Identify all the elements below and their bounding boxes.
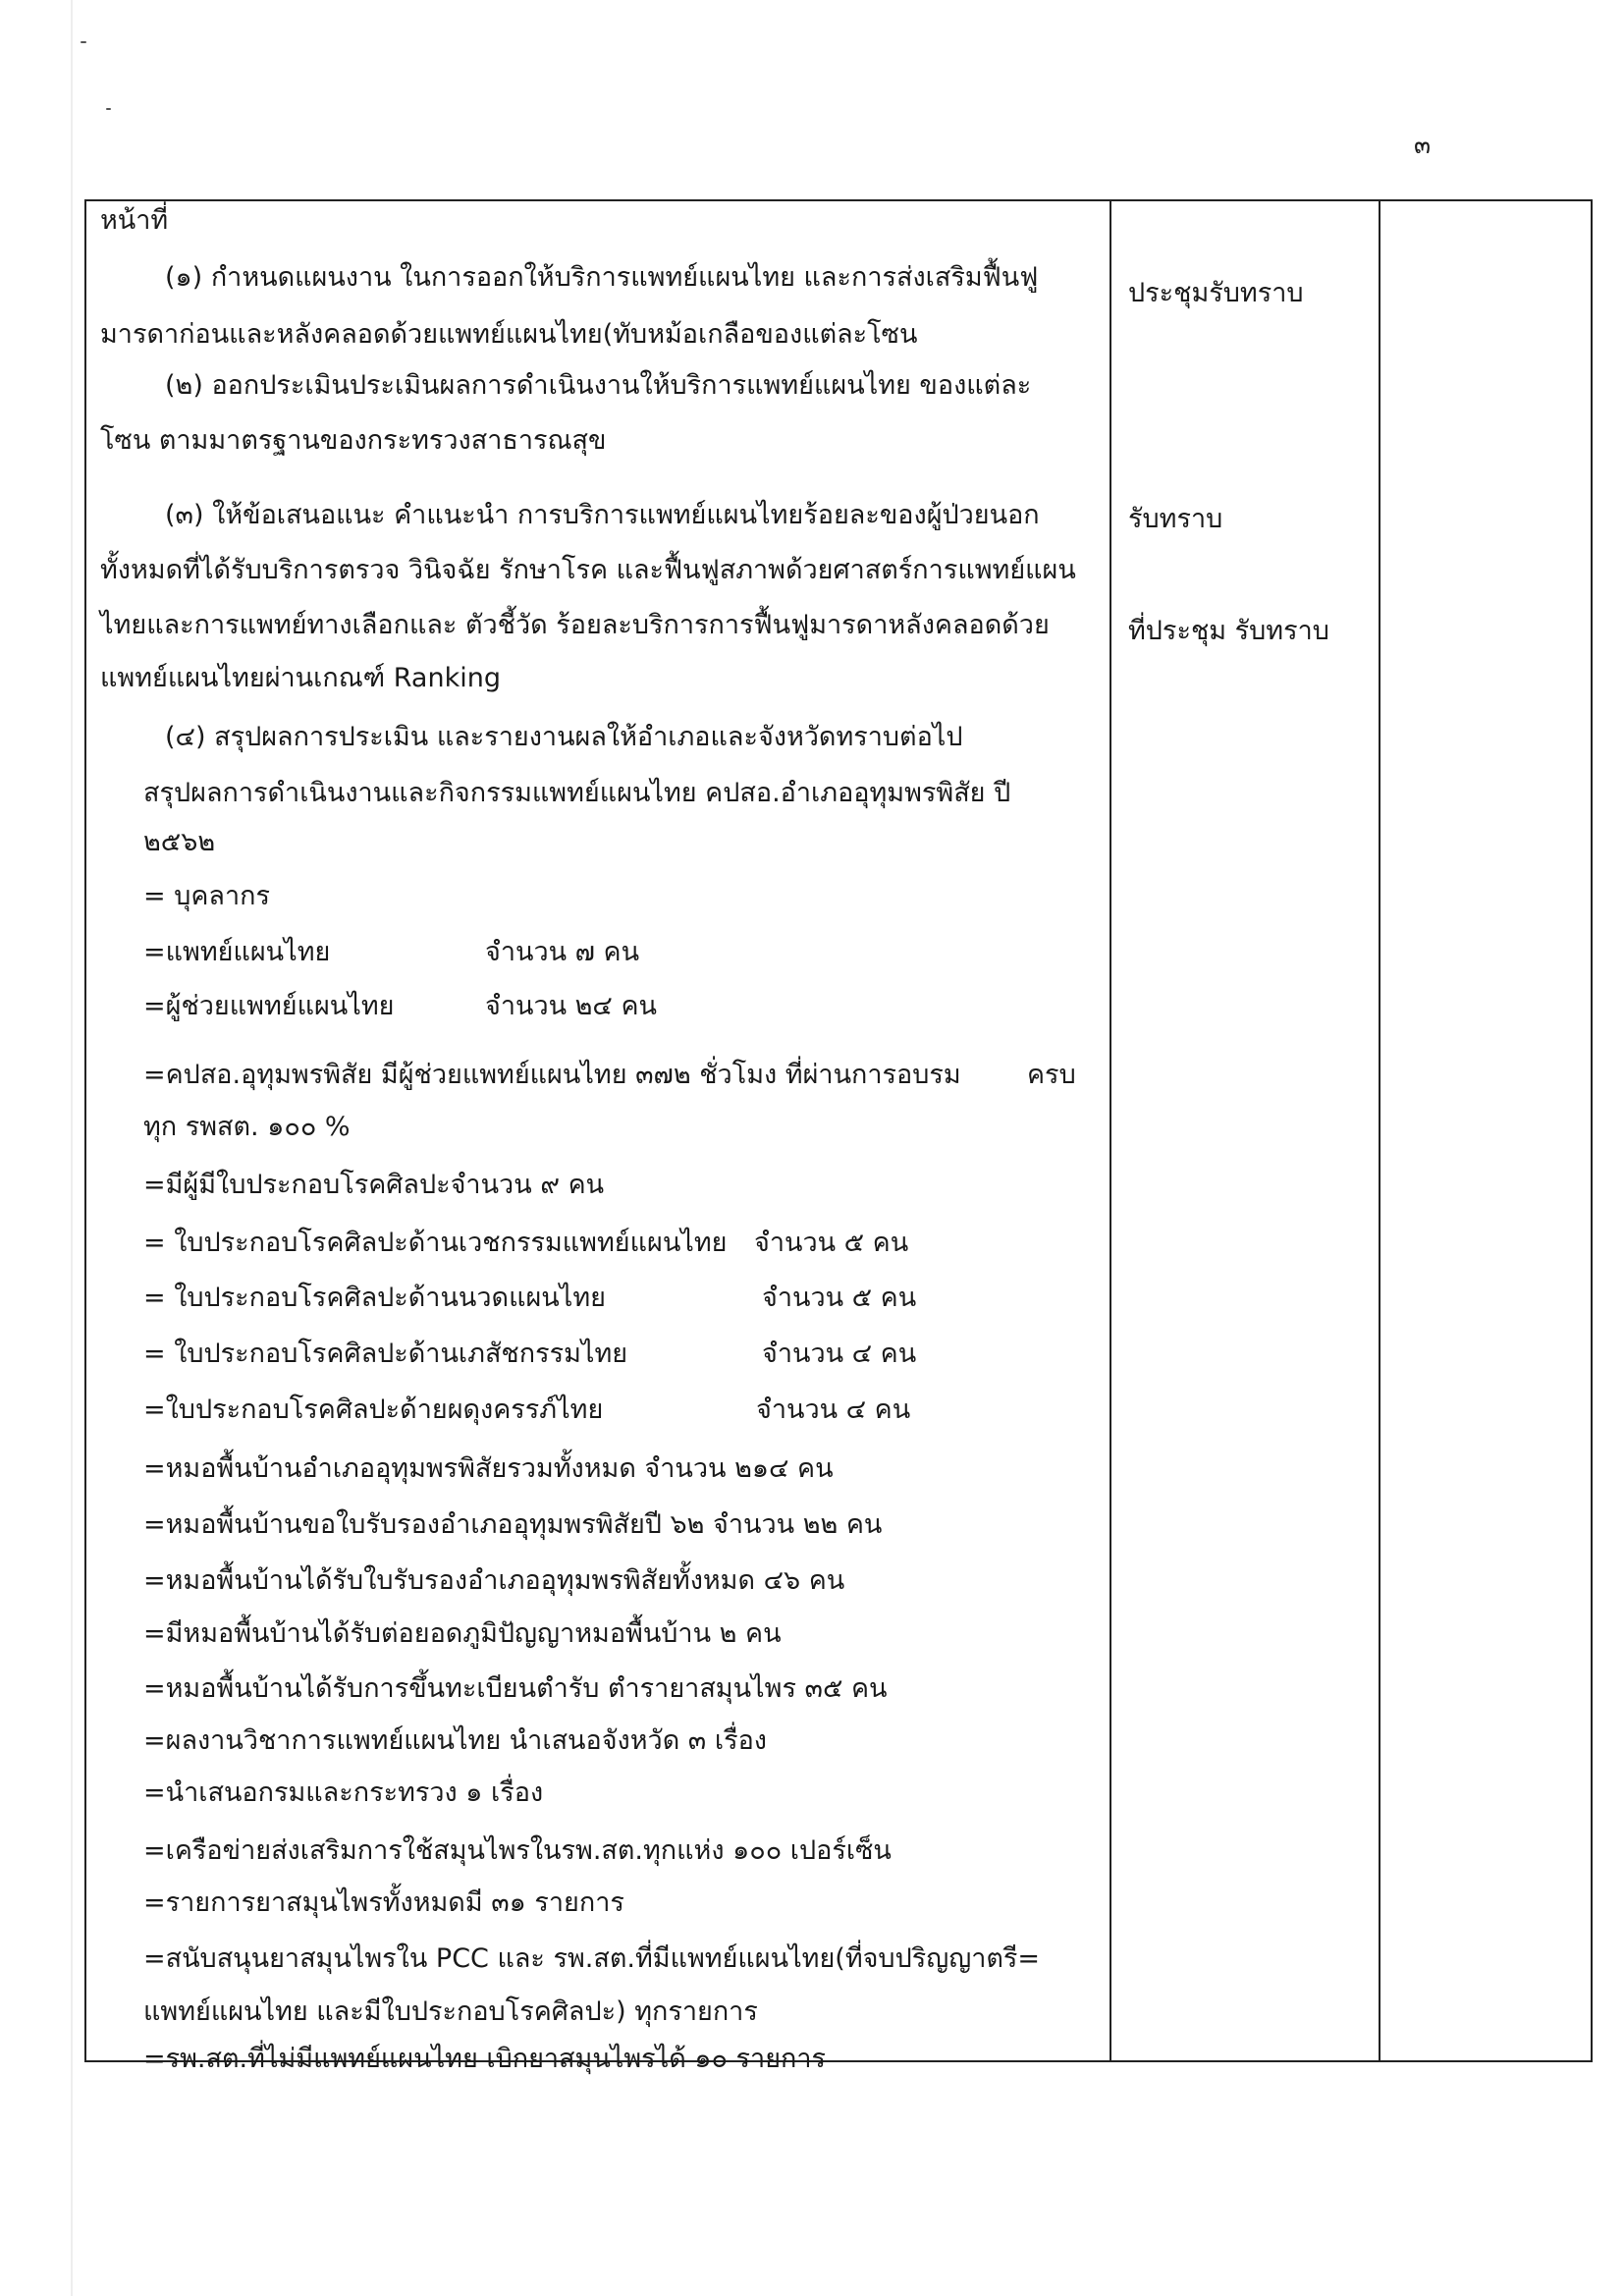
license-value: จำนวน ๔ คน [762, 1339, 917, 1369]
fact-line: =นำเสนอกรมและกระทรวง ๑ เรื่อง [143, 1777, 544, 1808]
license-row [143, 1226, 908, 1261]
fact-line: =หมอพื้นบ้านขอใบรับรองอำเภออุทุมพรพิสัยปี ๖๒ จำนวน ๒๒ คน [143, 1509, 883, 1540]
column-divider-remark [1379, 201, 1380, 2060]
item-text: สรุปผลการประเมิน และรายงานผลให้อำเภอและจังหวัดทราบต่อไป [214, 722, 963, 752]
fact-line: =หมอพื้นบ้านอำเภออุทุมพรพิสัยรวมทั้งหมด จำนวน ๒๑๔ คน [143, 1453, 834, 1484]
item-3-line-1 [165, 498, 1040, 533]
license-label: = ใบประกอบโรคศิลปะด้านเภสัชกรรมไทย [143, 1339, 628, 1369]
item-number: (๓) [165, 500, 204, 530]
scan-speck [106, 108, 111, 110]
staff-row [143, 935, 639, 970]
fact-line: =รายการยาสมุนไพรทั้งหมดมี ๓๑ รายการ [143, 1887, 624, 1918]
fact-line: =หมอพื้นบ้านได้รับใบรับรองอำเภออุทุมพรพิสัยทั้งหมด ๔๖ คน [143, 1565, 845, 1596]
item-2-line-2: โซน ตามมาตรฐานของกระทรวงสาธารณสุข [100, 425, 607, 456]
item-4-line-1 [165, 720, 963, 755]
training-line-2: ทุก รพสต. ๑๐๐ % [143, 1112, 351, 1142]
item-number: (๒) [165, 370, 203, 401]
staff-value: จำนวน ๗ คน [485, 937, 640, 967]
staff-label: =แพทย์แผนไทย [143, 937, 331, 967]
section-heading: หน้าที่ [100, 205, 169, 236]
item-text: ออกประเมินประเมินผลการดำเนินงานให้บริการแพทย์แผนไทย ของแต่ละ [211, 370, 1032, 401]
fact-line: =มีหมอพื้นบ้านได้รับต่อยอดภูมิปัญญาหมอพื้นบ้าน ๒ คน [143, 1618, 782, 1649]
fact-line: =สนับสนุนยาสมุนไพรใน PCC และ รพ.สต.ที่มีแพทย์แผนไทย(ที่จบปริญญาตรี= [143, 1943, 1041, 1974]
outcome-1: ประชุมรับทราบ [1128, 278, 1304, 308]
license-value: จำนวน ๕ คน [754, 1228, 909, 1258]
license-row [143, 1281, 916, 1316]
license-label: = ใบประกอบโรคศิลปะด้านนวดแผนไทย [143, 1283, 606, 1313]
item-number: (๑) [165, 262, 203, 293]
license-row [143, 1393, 910, 1428]
license-total: =มีผู้มีใบประกอบโรคศิลปะจำนวน ๙ คน [143, 1170, 605, 1200]
license-label: = ใบประกอบโรคศิลปะด้านเวชกรรมแพทย์แผนไทย [143, 1228, 728, 1258]
fact-line: =ผลงานวิชาการแพทย์แผนไทย นำเสนอจังหวัด ๓ เรื่อง [143, 1725, 767, 1756]
item-2-line-1 [165, 368, 1031, 404]
license-row [143, 1337, 916, 1372]
staff-value: จำนวน ๒๔ คน [485, 991, 657, 1021]
item-1-line-1 [165, 260, 1038, 296]
fact-line: =รพ.สต.ที่ไม่มีแพทย์แผนไทย เบิกยาสมุนไพรได้ ๑๐ รายการ [143, 2044, 827, 2074]
item-3-line-4: แพทย์แผนไทยผ่านเกณฑ์ Ranking [100, 663, 501, 693]
fact-line: =หมอพื้นบ้านได้รับการขึ้นทะเบียนตำรับ ตำรายาสมุนไพร ๓๕ คน [143, 1673, 888, 1704]
summary-title-line-2: ๒๕๖๒ [143, 827, 216, 857]
item-3-line-3: ไทยและการแพทย์ทางเลือกและ ตัวชี้วัด ร้อยละบริการการฟื้นฟูมารดาหลังคลอดด้วย [100, 610, 1050, 640]
item-3-line-2: ทั้งหมดที่ได้รับบริการตรวจ วินิจฉัย รักษาโรค และฟื้นฟูสภาพด้วยศาสตร์การแพทย์แผน [100, 555, 1076, 585]
page-number: ๓ [1414, 131, 1432, 159]
item-1-line-2: มารดาก่อนและหลังคลอดด้วยแพทย์แผนไทย(ทับหม้อเกลือของแต่ละโซน [100, 319, 918, 350]
training-line-1: =คปสอ.อุทุมพรพิสัย มีผู้ช่วยแพทย์แผนไทย ๓๗๒ ชั่วโมง ที่ผ่านการอบรม [143, 1060, 961, 1090]
staff-label: =ผู้ช่วยแพทย์แผนไทย [143, 991, 395, 1021]
license-label: =ใบประกอบโรคศิลปะด้ายผดุงครรภ์ไทย [143, 1394, 604, 1425]
meeting-table [84, 199, 1593, 2074]
fact-line: แพทย์แผนไทย และมีใบประกอบโรคศิลปะ) ทุกรายการ [143, 1996, 758, 2027]
summary-title-line-1: สรุปผลการดำเนินงานและกิจกรรมแพทย์แผนไทย คปสอ.อำเภออุทุมพรพิสัย ปี [143, 778, 1011, 808]
item-text: กำหนดแผนงาน ในการออกให้บริการแพทย์แผนไทย และการส่งเสริมฟื้นฟู [210, 262, 1039, 293]
staff-row [143, 989, 657, 1024]
fact-line: =เครือข่ายส่งเสริมการใช้สมุนไพรในรพ.สต.ทุกแห่ง ๑๐๐ เปอร์เซ็น [143, 1835, 892, 1866]
scan-speck [81, 41, 86, 43]
outcome-3: ที่ประชุม รับทราบ [1128, 616, 1329, 646]
license-value: จำนวน ๕ คน [762, 1283, 917, 1313]
personnel-heading: = บุคลากร [143, 881, 270, 911]
item-number: (๔) [165, 722, 206, 752]
scan-edge [71, 0, 73, 2296]
training-line-1-end: ครบ [1027, 1060, 1076, 1090]
item-text: ให้ข้อเสนอแนะ คำแนะนำ การบริการแพทย์แผนไทยร้อยละของผู้ป่วยนอก [212, 500, 1040, 530]
column-divider-outcome [1110, 201, 1111, 2060]
license-value: จำนวน ๔ คน [756, 1394, 911, 1425]
outcome-2: รับทราบ [1128, 504, 1223, 534]
